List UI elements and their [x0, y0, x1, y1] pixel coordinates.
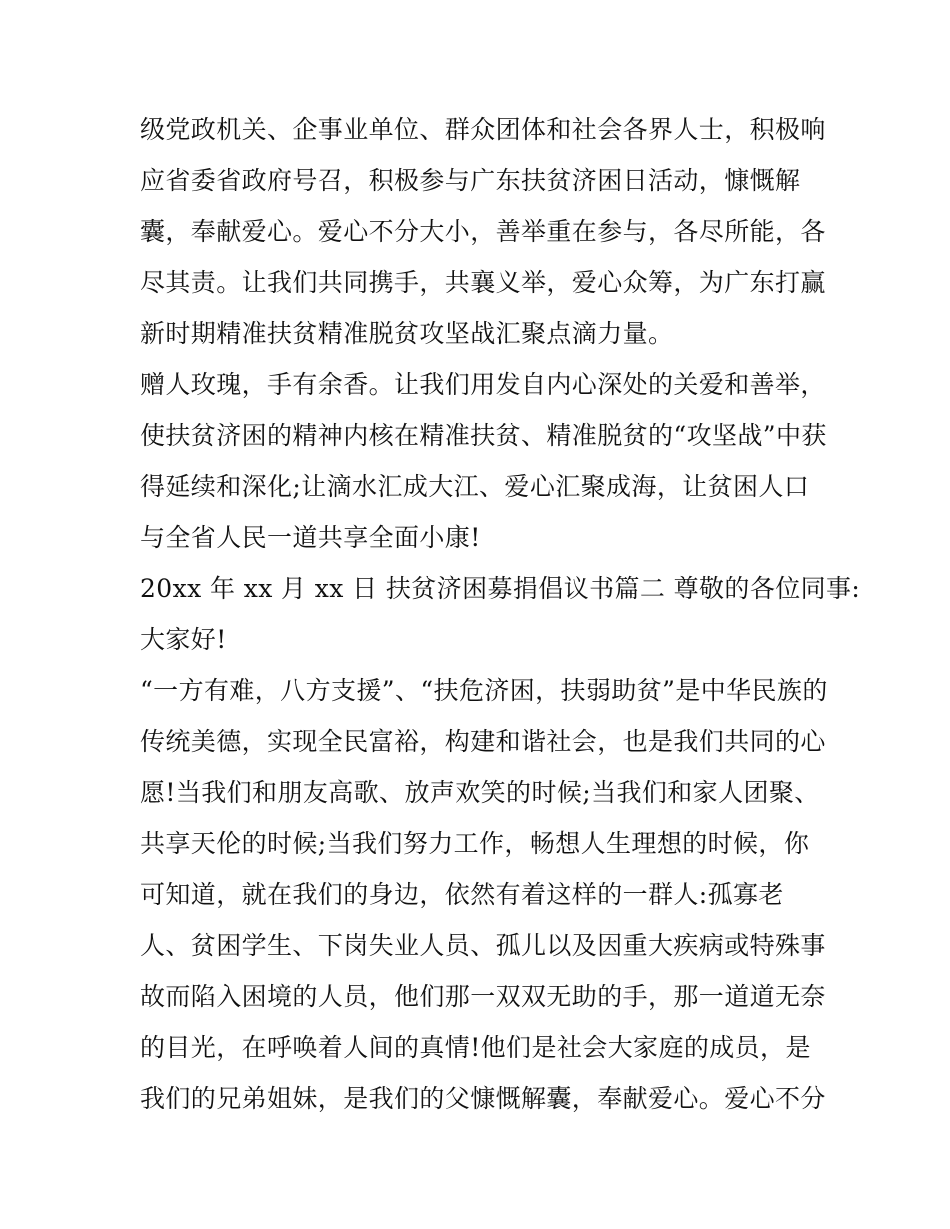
- text-line: 传统美德，实现全民富裕，构建和谐社会，也是我们共同的心: [140, 727, 826, 756]
- text-line: 新时期精准扶贫精准脱贫攻坚战汇聚点滴力量。: [140, 319, 674, 348]
- text-line: 可知道，就在我们的身边，依然有着这样的一群人:孤寡老: [140, 880, 784, 909]
- text-line: 故而陷入困境的人员，他们那一双双无助的手，那一道道无奈: [140, 982, 826, 1011]
- document-body: [140, 104, 861, 1124]
- text-line: 的目光，在呼唤着人间的真情!他们是社会大家庭的成员，是: [140, 1033, 811, 1062]
- text-line: 大家好!: [140, 625, 227, 654]
- text-line: 人、贫困学生、下岗失业人员、孤儿以及因重大疾病或特殊事: [140, 931, 826, 960]
- text-line: 级党政机关、企事业单位、群众团体和社会各界人士，积极响: [140, 115, 826, 144]
- text-line: 囊，奉献爱心。爱心不分大小，善举重在参与，各尽所能，各: [140, 217, 826, 246]
- text-line: 与全省人民一道共享全面小康!: [140, 523, 481, 552]
- text-line: 共享天伦的时候;当我们努力工作，畅想人生理想的时候，你: [140, 829, 810, 858]
- text-line: 我们的兄弟姐妹，是我们的父慷慨解囊，奉献爱心。爱心不分: [140, 1084, 826, 1113]
- text-line: 得延续和深化;让滴水汇成大江、爱心汇聚成海，让贫困人口: [140, 472, 810, 501]
- text-line: 20xx 年 xx 月 xx 日 扶贫济困募捐倡议书篇二 尊敬的各位同事:: [140, 574, 861, 603]
- text-line: 愿!当我们和朋友高歌、放声欢笑的时候;当我们和家人团聚、: [140, 778, 820, 807]
- text-line: 赠人玫瑰，手有余香。让我们用发自内心深处的关爱和善举，: [140, 370, 826, 399]
- text-line: 尽其责。让我们共同携手，共襄义举，爱心众筹，为广东打赢: [140, 268, 826, 297]
- text-line: “一方有难，八方支援”、“扶危济困，扶弱助贫”是中华民族的: [140, 676, 828, 705]
- text-line: 使扶贫济困的精神内核在精准扶贫、精准脱贫的“攻坚战”中获: [140, 421, 827, 450]
- text-line: 应省委省政府号召，积极参与广东扶贫济困日活动，慷慨解: [140, 166, 801, 195]
